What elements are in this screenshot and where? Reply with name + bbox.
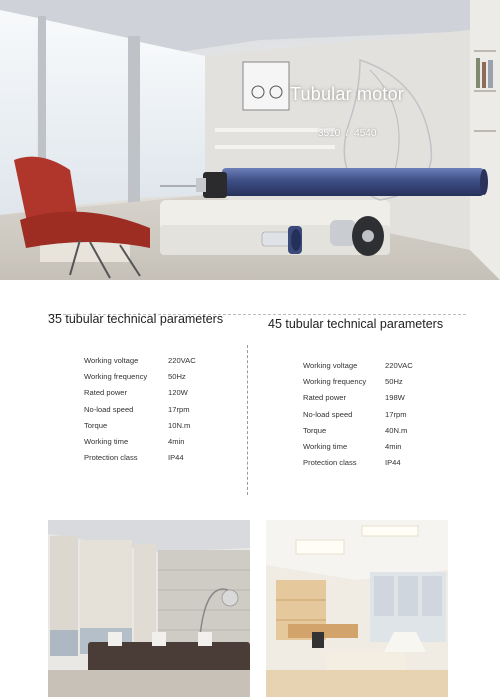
spec-value: 40N.m: [385, 425, 408, 435]
spec-row: [303, 361, 500, 377]
spec-row: [84, 405, 274, 421]
spec-row: [303, 393, 500, 409]
spec-table: [84, 356, 274, 469]
spec-label: Torque: [303, 425, 327, 435]
hero-banner: [0, 0, 500, 280]
spec-row: [303, 377, 500, 393]
spec-row: [84, 356, 274, 372]
spec-row: [303, 426, 500, 442]
spec-row: [84, 372, 274, 388]
model-numbers: 3510 / 4540: [318, 128, 377, 139]
section-title: 35 tubular technical parameters: [48, 312, 224, 326]
spec-value: 220VAC: [168, 356, 196, 365]
section-title: 45 tubular technical parameters: [268, 317, 444, 331]
spec-section-45: [268, 317, 468, 517]
spec-value: 4min: [385, 441, 402, 451]
spec-value: 17rpm: [168, 404, 190, 414]
spec-label: Working frequency: [303, 377, 367, 387]
spec-value: IP44: [385, 458, 401, 468]
spec-row: [84, 437, 274, 453]
spec-row: [84, 453, 274, 469]
spec-value: 220VAC: [385, 361, 413, 370]
living-room-photo: [48, 520, 250, 697]
spec-row: [303, 410, 500, 426]
spec-label: No-load speed: [84, 404, 134, 414]
spec-row: [84, 388, 274, 404]
spec-value: 50Hz: [168, 372, 186, 382]
window-blinds: [370, 572, 446, 642]
spec-label: Working time: [84, 436, 129, 446]
spec-section-35: [48, 312, 238, 512]
spec-value: 4min: [168, 436, 185, 446]
spec-value: 198W: [385, 393, 405, 403]
spec-value: 120W: [168, 388, 188, 398]
tubular-motor-image: [160, 168, 488, 198]
spec-label: No-load speed: [303, 409, 353, 419]
spec-label: Working time: [303, 441, 348, 451]
shelf-unit: [470, 0, 500, 280]
spec-value: 10N.m: [168, 420, 191, 430]
spec-row: [84, 421, 274, 437]
spec-label: Working voltage: [303, 361, 358, 370]
spec-label: Rated power: [303, 393, 347, 403]
roller-blinds: [50, 536, 156, 656]
wall-picture: [243, 62, 289, 110]
spec-row: [303, 442, 500, 458]
spec-label: Torque: [84, 420, 108, 430]
spec-label: Protection class: [84, 453, 138, 463]
spec-value: IP44: [168, 453, 184, 463]
spec-row: [303, 458, 500, 474]
spec-label: Protection class: [303, 458, 357, 468]
spec-value: 50Hz: [385, 377, 403, 387]
spec-label: Working voltage: [84, 356, 139, 365]
spec-label: Rated power: [84, 388, 128, 398]
spec-label: Working frequency: [84, 372, 148, 382]
spec-table: [303, 361, 500, 474]
product-title: Tubular motor: [290, 84, 404, 104]
office-photo: [266, 520, 448, 697]
hero-illustration: [0, 0, 500, 280]
spec-value: 17rpm: [385, 409, 407, 419]
